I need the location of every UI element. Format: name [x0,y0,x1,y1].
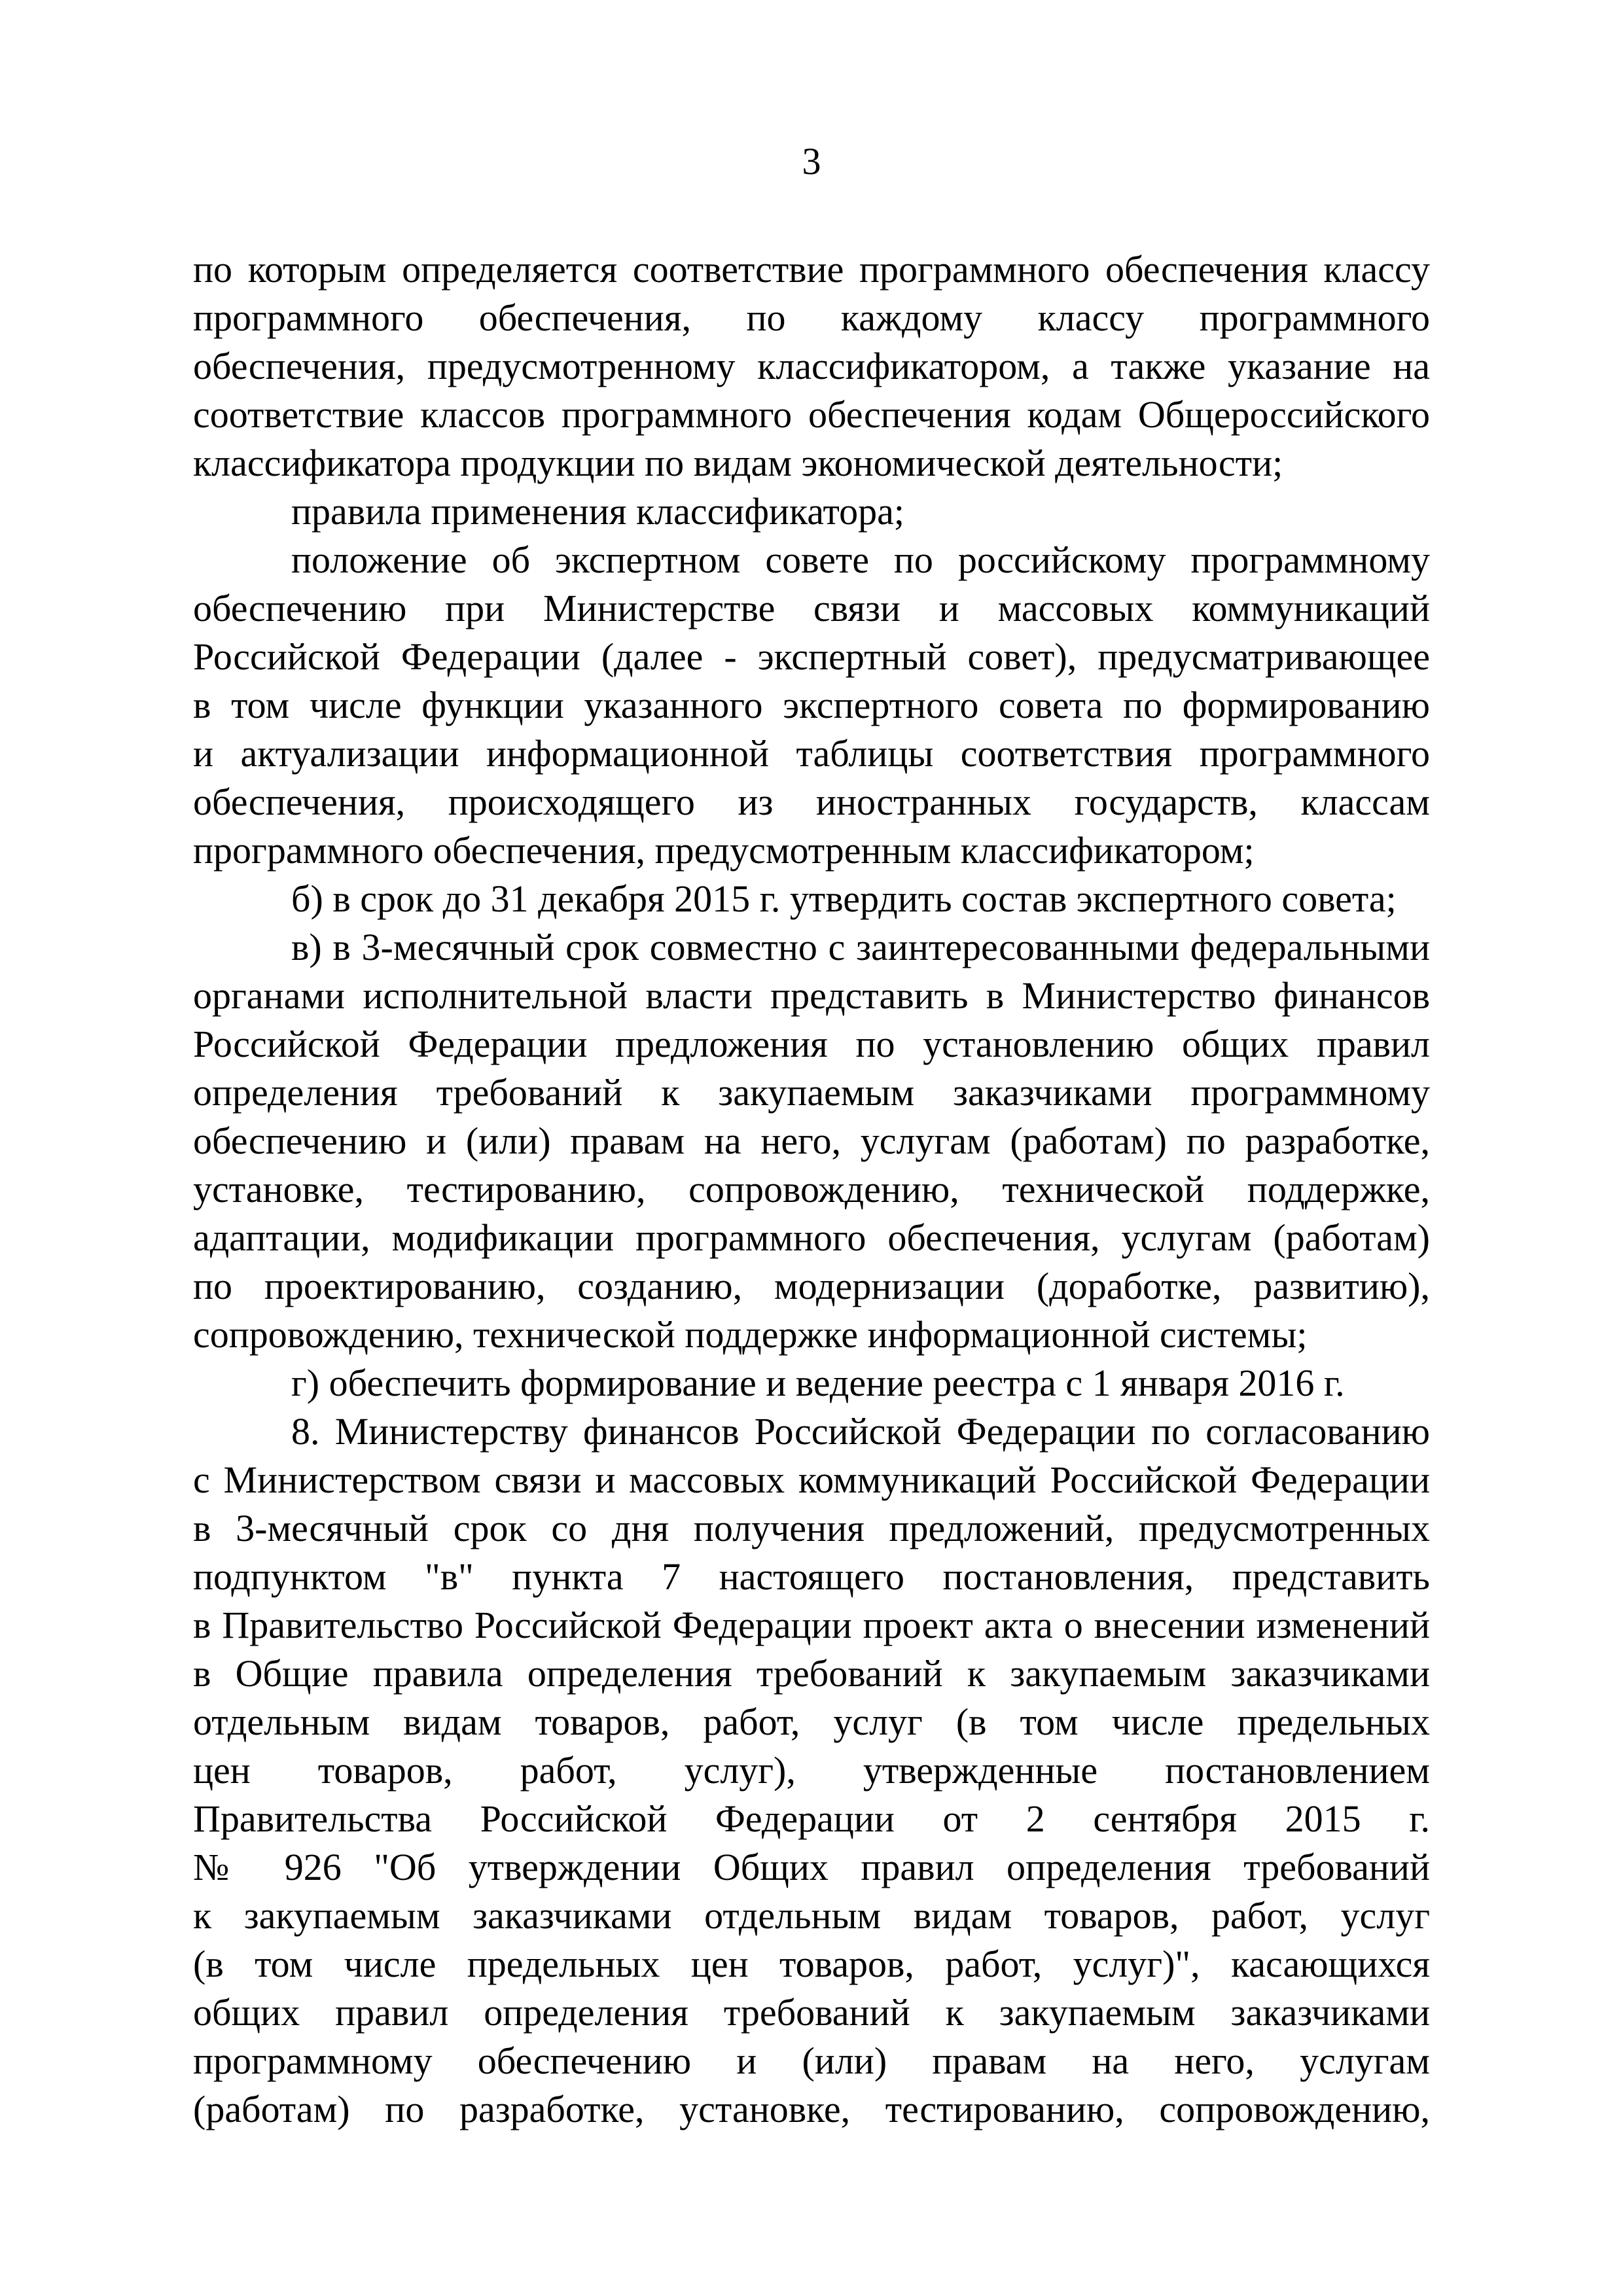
text-line: Российской Федерации (далее - экспертный совет), предусматривающее [193,635,1430,678]
text-line: г) обеспечить формирование и ведение реестра с 1 января 2016 г. [291,1362,1345,1404]
text-line: и актуализации информационной таблицы соответствия программного [193,732,1430,775]
text-line: 8. Министерству финансов Российской Федерации по согласованию [291,1410,1430,1453]
text-line: положение об экспертном совете по российскому программному [291,539,1430,581]
text-line: классификатора продукции по видам экономической деятельности; [193,442,1283,484]
text-line: сопровождению, технической поддержке информационной системы; [193,1313,1308,1356]
text-line: правила применения классификатора; [291,490,904,533]
text-line: № 926 "Об утверждении Общих правил определения требований [193,1846,1430,1888]
text-line: по проектированию, созданию, модернизации (доработке, развитию), [193,1265,1430,1307]
text-line: программного обеспечения, по каждому классу программного [193,296,1430,339]
text-line: Российской Федерации предложения по установлению общих правил [193,1023,1430,1065]
text-line: программному обеспечению и (или) правам на него, услугам [193,2040,1430,2082]
text-line: Правительства Российской Федерации от 2 сентября 2015 г. [193,1797,1430,1840]
text-line: (работам) по разработке, установке, тестированию, сопровождению, [193,2088,1430,2130]
text-line: в) в 3-месячный срок совместно с заинтересованными федеральными [291,926,1430,968]
text-line: б) в срок до 31 декабря 2015 г. утвердить состав экспертного совета; [291,877,1397,920]
text-line: программного обеспечения, предусмотренным классификатором; [193,829,1255,872]
text-line: (в том числе предельных цен товаров, работ, услуг)", касающихся [193,1943,1430,1985]
text-line: обеспечению и (или) правам на него, услугам (работам) по разработке, [193,1120,1430,1162]
text-line: установке, тестированию, сопровождению, технической поддержке, [193,1168,1430,1210]
text-line: в Правительство Российской Федерации проект акта о внесении изменений [193,1604,1430,1646]
text-line: с Министерством связи и массовых коммуникаций Российской Федерации [193,1458,1430,1501]
text-line: общих правил определения требований к закупаемым заказчиками [193,1991,1430,2034]
text-line: обеспечения, происходящего из иностранных государств, классам [193,781,1430,823]
text-line: определения требований к закупаемым заказчиками программному [193,1071,1430,1114]
text-line: по которым определяется соответствие программного обеспечения классу [193,248,1430,291]
text-line: подпунктом "в" пункта 7 настоящего постановления, представить [193,1555,1430,1598]
text-line: отдельным видам товаров, работ, услуг (в том числе предельных [193,1701,1430,1743]
text-line: к закупаемым заказчиками отдельным видам товаров, работ, услуг [193,1894,1430,1937]
page-number: 3 [802,140,821,183]
body-text [193,245,1430,2134]
text-line: цен товаров, работ, услуг), утвержденные постановлением [193,1749,1430,1792]
text-line: обеспечению при Министерстве связи и массовых коммуникаций [193,587,1430,629]
text-line: соответствие классов программного обеспечения кодам Общероссийского [193,393,1430,436]
text-line: органами исполнительной власти представить в Министерство финансов [193,974,1430,1017]
text-line: в 3-месячный срок со дня получения предложений, предусмотренных [193,1507,1430,1549]
text-line: обеспечения, предусмотренному классификатором, а также указание на [193,345,1430,387]
text-line: адаптации, модификации программного обеспечения, услугам (работам) [193,1216,1430,1259]
text-line: в том числе функции указанного экспертного совета по формированию [193,684,1430,726]
text-line: в Общие правила определения требований к закупаемым заказчиками [193,1652,1430,1695]
